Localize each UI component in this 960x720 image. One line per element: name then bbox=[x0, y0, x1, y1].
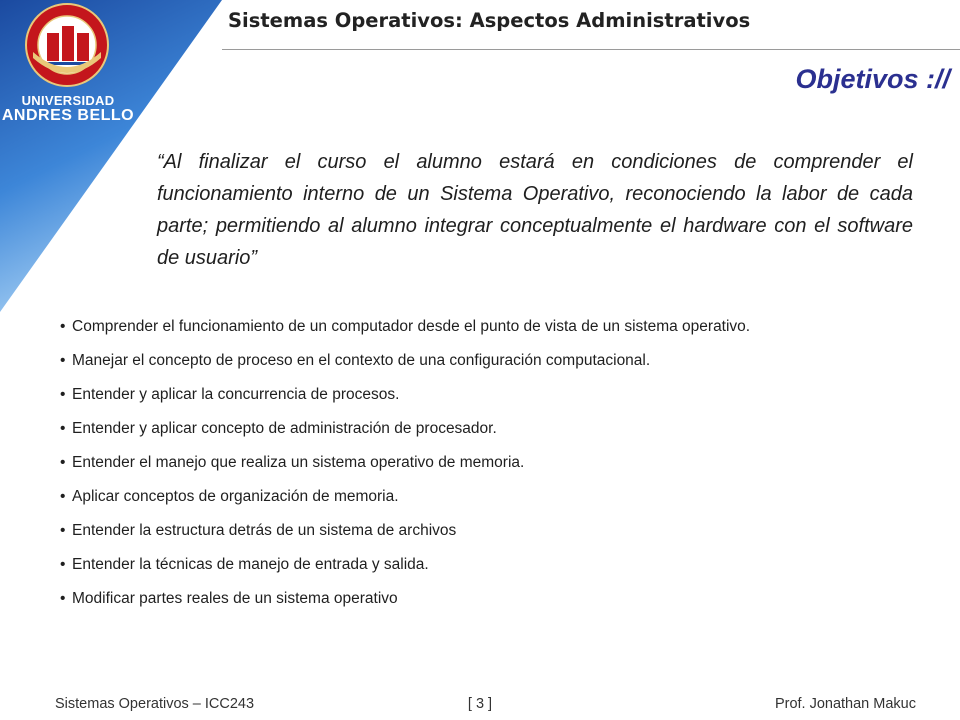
objective-text: Manejar el concepto de proceso en el contexto de una configuración computacional. bbox=[72, 352, 651, 369]
objective-item bbox=[60, 556, 750, 590]
objective-text: Entender la estructura detrás de un sistema de archivos bbox=[72, 522, 457, 539]
university-seal-icon bbox=[26, 4, 108, 86]
footer-author: Prof. Jonathan Makuc bbox=[774, 696, 916, 712]
objective-item bbox=[60, 352, 750, 386]
objective-item bbox=[60, 590, 750, 624]
objective-text: Entender y aplicar la concurrencia de procesos. bbox=[72, 386, 400, 403]
objective-text: Comprender el funcionamiento de un computador desde el punto de vista de un sistema operativo. bbox=[72, 318, 751, 335]
bullet-icon: • bbox=[60, 556, 66, 573]
bullet-icon: • bbox=[60, 352, 66, 369]
objective-item bbox=[60, 318, 750, 352]
bullet-icon: • bbox=[60, 420, 66, 437]
objectives-list bbox=[60, 318, 750, 624]
bullet-icon: • bbox=[60, 454, 66, 471]
university-name-line2: ANDRES BELLO bbox=[1, 107, 135, 124]
objective-text: Entender la técnicas de manejo de entrada y salida. bbox=[72, 556, 429, 573]
objective-item bbox=[60, 420, 750, 454]
bullet-icon: • bbox=[60, 522, 66, 539]
objective-text: Aplicar conceptos de organización de memoria. bbox=[72, 488, 399, 505]
objective-item bbox=[60, 488, 750, 522]
bullet-icon: • bbox=[60, 488, 66, 505]
objective-item bbox=[60, 454, 750, 488]
header-divider bbox=[222, 49, 960, 50]
slide-header-title: Sistemas Operativos: Aspectos Administrativos bbox=[228, 9, 751, 32]
university-name-line1: UNIVERSIDAD bbox=[21, 93, 115, 108]
bullet-icon: • bbox=[60, 386, 66, 403]
objective-text: Entender y aplicar concepto de administración de procesador. bbox=[72, 420, 497, 437]
objective-text: Entender el manejo que realiza un sistema operativo de memoria. bbox=[72, 454, 525, 471]
footer-course: Sistemas Operativos – ICC243 bbox=[55, 696, 255, 712]
bullet-icon: • bbox=[60, 318, 66, 335]
section-title: Objetivos :// bbox=[795, 64, 950, 94]
objective-text: Modificar partes reales de un sistema operativo bbox=[72, 590, 398, 607]
course-goal-quote: “Al finalizar el curso el alumno estará en condiciones de comprender el funcionamiento interno de un Sistema Operativo, reconociendo la labor de cada parte; permitiendo al alumno integrar conceptualmente el hardware con el software de usuario” bbox=[157, 151, 913, 269]
objective-item bbox=[60, 386, 750, 420]
footer-page-number: [ 3 ] bbox=[467, 696, 493, 712]
bullet-icon: • bbox=[60, 590, 66, 607]
objective-item bbox=[60, 522, 750, 556]
